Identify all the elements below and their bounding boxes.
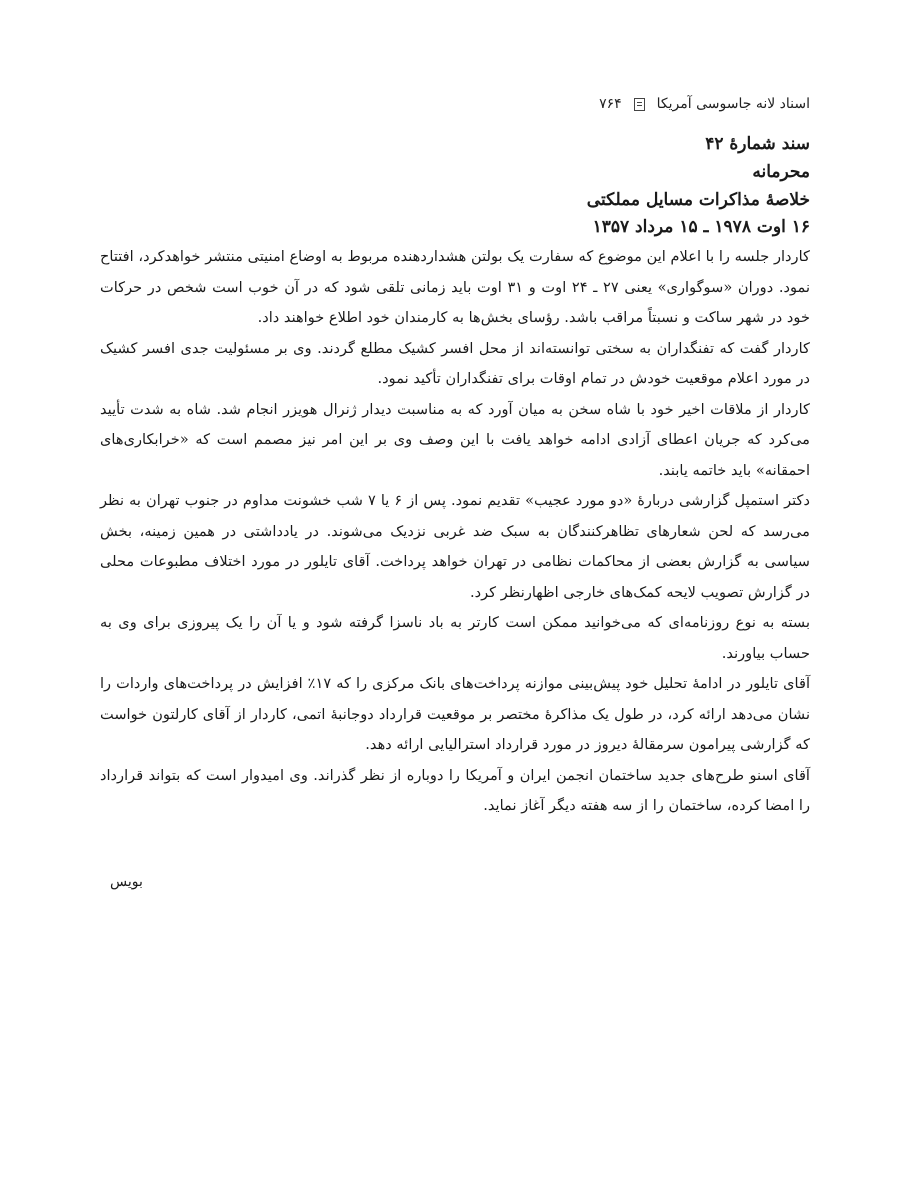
document-body: [100, 242, 810, 822]
running-head: [100, 92, 810, 116]
paragraph: کاردار گفت که تفنگداران به سختی توانسته‌اند از محل افسر کشیک مطلع گردند. وی بر مسئولیت جدی افسر کشیک در مورد اعلام موقعیت خودش در تمام اوقات برای تفنگداران تأکید نمود.: [100, 339, 810, 387]
paragraph: آقای تایلور در ادامۀ تحلیل خود پیش‌بینی موازنه پرداخت‌های بانک مرکزی را که ۱۷٪ افزایش در پرداخت‌های واردات را نشان می‌دهد ارائه کرد، در طول یک مذاکرۀ مختصر بر موقعیت قرارداد دوجانبۀ اتمی، کاردار از آقای کارلتون خواست که گزارشی پیرامون سرمقالۀ دیروز در مورد قرارداد استرالیایی ارائه دهد.: [100, 675, 810, 753]
paragraph: کاردار جلسه را با اعلام این موضوع که سفارت یک بولتن هشداردهنده مربوط به اوضاع امنیتی منتشر خواهدکرد، افتتاح نمود. دوران «سوگواری» یعنی ۲۷ ـ ۲۴ اوت و ۳۱ اوت باید زمانی تلقی شود که در آن خوب است شخص در حرکات خود در شهر ساکت و نسبتاً مراقب باشد. رؤسای بخش‌ها به کارمندان خود اطلاع خواهند داد.: [100, 248, 811, 326]
document-page: [100, 92, 810, 822]
document-date: ۱۶ اوت ۱۹۷۸ ـ ۱۵ مرداد ۱۳۵۷: [592, 217, 810, 237]
document-number: سند شمارۀ ۴۲: [705, 134, 810, 154]
document-title: خلاصۀ مذاکرات مسایل مملکتی: [586, 190, 810, 210]
document-classification: محرمانه: [752, 162, 810, 182]
page-icon: [634, 98, 645, 111]
paragraph: کاردار از ملاقات اخیر خود با شاه سخن به میان آورد که به مناسبت دیدار ژنرال هویزر انجام شد. شاه به شدت تأیید می‌کرد که جریان اعطای آزادی ادامه خواهد یافت با این وصف وی بر این امر نیز مصمم است که «خرابکاری‌های احمقانه» باید خاتمه یابند.: [100, 400, 810, 479]
page-number: ۷۶۴: [599, 96, 622, 112]
paragraph: بسته به نوع روزنامه‌ای که می‌خوانید ممکن است کارتر به باد ناسزا گرفته شود و یا آن را یک پیروزی برای وی به حساب بیاورند.: [100, 614, 810, 662]
document-heading: [100, 130, 810, 240]
signature: بویس: [110, 874, 143, 890]
paragraph: آقای اسنو طرح‌های جدید ساختمان انجمن ایران و آمریکا را دوباره از نظر گذراند. وی امیدوار است که بتواند قرارداد را امضا کرده، ساختمان را از سه هفته دیگر آغاز نماید.: [100, 766, 810, 814]
running-head-title: اسناد لانه جاسوسی آمریکا: [656, 96, 810, 112]
paragraph: دکتر استمپل گزارشی دربارۀ «دو مورد عجیب» تقدیم نمود. پس از ۶ یا ۷ شب خشونت مداوم در جنوب تهران به نظر می‌رسد که لحن شعارهای تظاهرکنندگان به سبک ضد غربی نزدیک می‌شوند. در یادداشتی در همین زمینه، بخش سیاسی به گزارش بعضی از محاکمات نظامی در تهران خواهد پرداخت. آقای تایلور در مورد اختلاف مطبوعات محلی در گزارش تصویب لایحه کمک‌های خارجی اظهارنظر کرد.: [100, 492, 810, 601]
